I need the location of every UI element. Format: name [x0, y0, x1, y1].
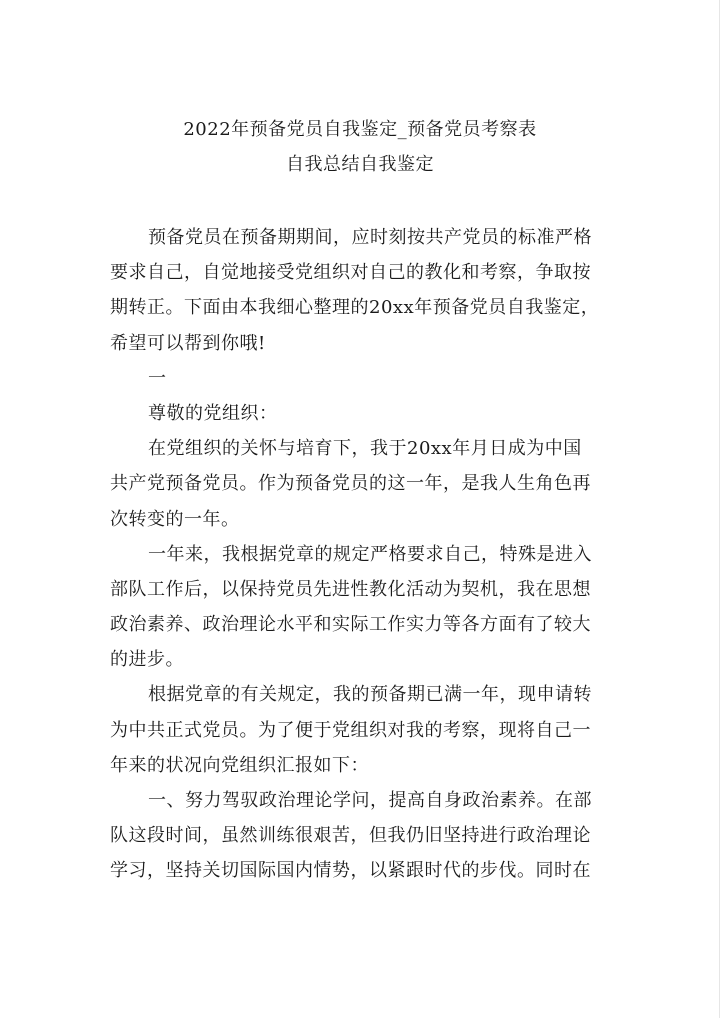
text-line: 尊敬的党组织：	[148, 402, 278, 424]
text-line: 一	[148, 367, 167, 389]
title-line-2: 自我总结自我鉴定	[286, 154, 434, 176]
text-line: 一、努力驾驭政治理论学问，提高自身政治素养。在部	[148, 790, 592, 811]
text-line: 预备党员在预备期期间，应时刻按共产党员的标准严格	[148, 227, 592, 248]
text-line: 学习，坚持关切国际国内情势，以紧跟时代的步伐。同时在	[110, 860, 591, 882]
text-line: 的进步。	[110, 649, 184, 671]
text-line: 年来的状况向党组织汇报如下：	[110, 754, 369, 776]
document-body	[110, 220, 615, 889]
text-line: 共产党预备党员。作为预备党员的这一年，是我人生角色再	[110, 473, 591, 495]
text-line: 部队工作后，以保持党员先进性教化活动为契机，我在思想	[110, 578, 591, 600]
text-line: 在党组织的关怀与培育下，我于20xx年月日成为中国	[148, 438, 582, 460]
text-line: 为中共正式党员。为了便于党组织对我的考察，现将自己一	[110, 719, 591, 741]
text-line: 根据党章的有关规定，我的预备期已满一年，现申请转	[148, 684, 592, 706]
title-line-1: 2022年预备党员自我鉴定_预备党员考察表	[183, 119, 537, 140]
text-line: 一年来，我根据党章的规定严格要求自己，特殊是进入	[148, 543, 592, 565]
text-line: 队这段时间，虽然训练很艰苦，但我仍旧坚持进行政治理论	[110, 825, 591, 847]
text-line: 政治素养、政治理论水平和实际工作实力等各方面有了较大	[110, 614, 591, 636]
text-line: 次转变的一年。	[110, 508, 240, 530]
document-title	[90, 112, 630, 182]
text-line: 要求自己，自觉地接受党组织对自己的教化和考察，争取按	[110, 262, 591, 284]
text-line: 期转正。下面由本我细心整理的20xx年预备党员自我鉴定，	[110, 297, 600, 319]
text-line: 希望可以帮到你哦!	[110, 332, 266, 354]
